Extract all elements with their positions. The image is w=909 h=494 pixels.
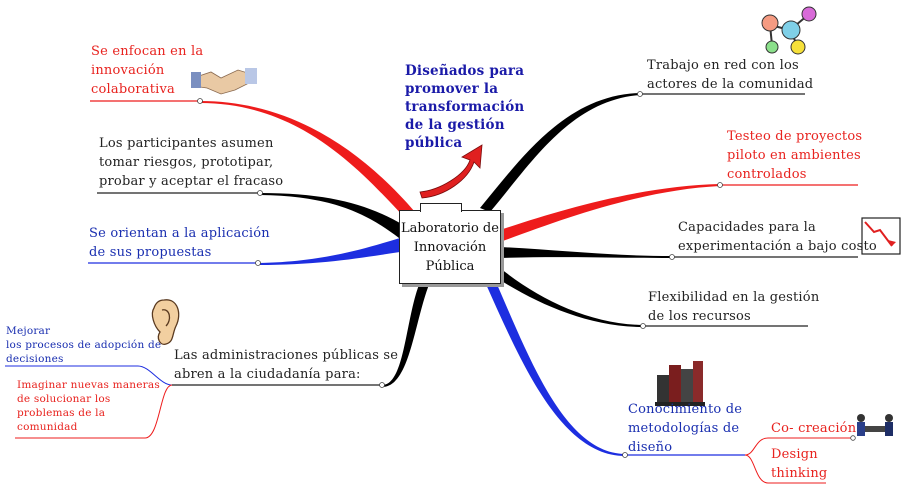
node-knowledge[interactable]: Conocimiento de metodologías de diseño — [628, 402, 743, 455]
network-icon — [762, 7, 816, 54]
branch-capacity — [500, 247, 672, 258]
node-collab[interactable]: Se enfocan en la innovación colaborativa — [91, 44, 204, 97]
sub-branch-design — [745, 455, 768, 483]
node-capacity[interactable]: Capacidades para la experimentación a bajo costo — [678, 220, 877, 254]
title-note: Diseñados para promover la transformación de la gestión pública — [405, 63, 525, 151]
branch-flex — [500, 268, 643, 327]
red-arrow-icon — [420, 145, 482, 198]
node-admin[interactable]: Las administraciones públicas se abren a la ciudadanía para: — [174, 348, 399, 382]
node-imagine[interactable]: Imaginar nuevas maneras de solucionar los problemas de la comunidad — [17, 379, 160, 433]
branch-risk — [260, 193, 405, 238]
sub-branch-cocreation — [745, 438, 768, 455]
meeting-icon — [857, 414, 893, 436]
branch-apply — [258, 238, 400, 265]
node-design[interactable]: Design thinking — [771, 447, 828, 481]
node-testing[interactable]: Testeo de proyectos piloto en ambientes controlados — [727, 129, 863, 182]
folder-tab — [420, 203, 462, 212]
node-flex[interactable]: Flexibilidad en la gestión de los recursos — [648, 290, 820, 324]
central-node[interactable]: Laboratorio de Innovación Pública — [399, 210, 501, 284]
node-risk[interactable]: Los participantes asumen tomar riesgos, prototipar, probar y aceptar el fracaso — [99, 136, 284, 189]
node-improve[interactable]: Mejorar los procesos de adopción de decisiones — [6, 325, 162, 365]
node-cocreation[interactable]: Co- creación — [771, 421, 857, 436]
node-network[interactable]: Trabajo en red con los actores de la comunidad — [647, 58, 814, 92]
node-apply[interactable]: Se orientan a la aplicación de sus propuestas — [89, 226, 270, 260]
